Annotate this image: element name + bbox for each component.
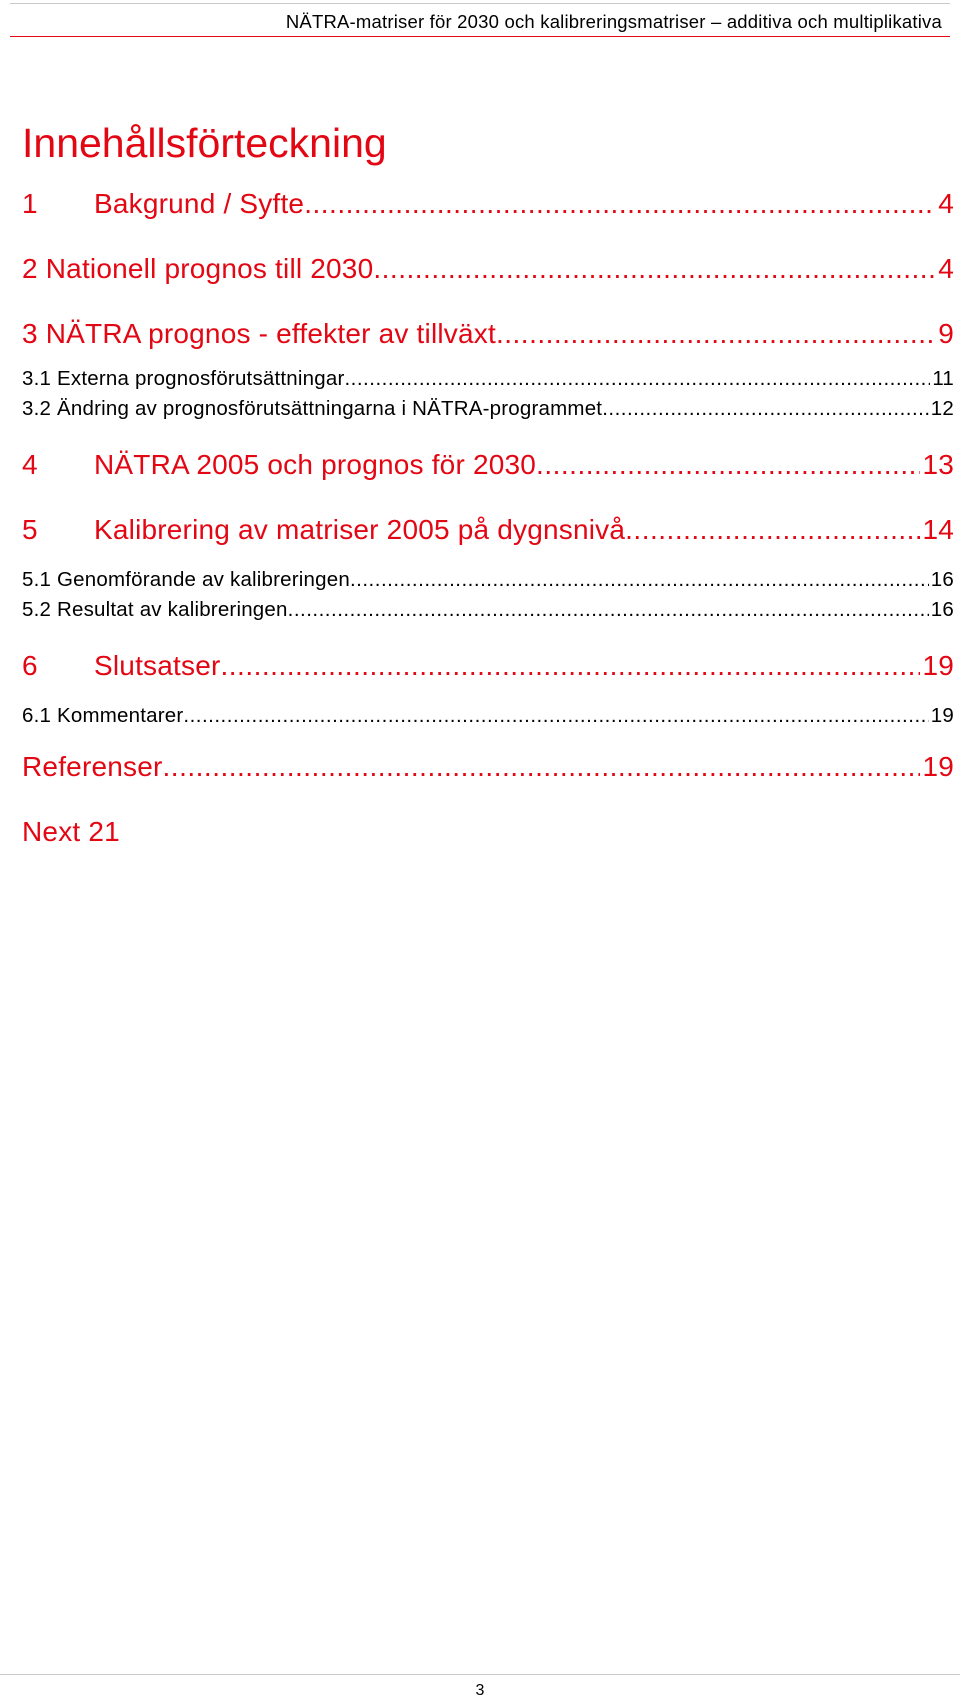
toc-heading: Innehållsförteckning (22, 120, 387, 166)
toc-entry-page: 19 (930, 704, 954, 727)
toc-entry-title: 3 NÄTRA prognos - effekter av tillväxt (22, 318, 496, 349)
toc-next-label: Next 21 (22, 816, 120, 847)
toc-entry-title: 2 Nationell prognos till 2030 (22, 253, 374, 284)
toc-entry-3-1[interactable] (22, 367, 954, 391)
toc-entry-page: 14 (922, 514, 954, 545)
toc-leader-dots (221, 650, 921, 682)
toc-entry-title: 5.1 Genomförande av kalibreringen (22, 568, 350, 591)
toc-leader-dots (183, 704, 928, 728)
toc-entry-page: 9 (938, 318, 954, 349)
toc-entry-page: 4 (938, 253, 954, 284)
toc-leader-dots (288, 598, 929, 622)
toc-leader-dots (536, 449, 920, 481)
toc-entry-3[interactable] (22, 318, 954, 350)
toc-next-link[interactable] (22, 816, 954, 848)
toc-leader-dots (344, 367, 930, 391)
toc-entry-number: 5 (22, 514, 38, 545)
toc-leader-dots (163, 751, 921, 783)
toc-entry-title: 6.1 Kommentarer (22, 704, 184, 727)
toc-entry-title: Referenser (22, 751, 163, 782)
toc-entry-page: 13 (922, 449, 954, 480)
toc-entry-page: 16 (930, 598, 954, 621)
toc-entry-page: 12 (930, 397, 954, 420)
toc-entry-5-1[interactable] (22, 568, 954, 592)
toc-entry-number: 6 (22, 650, 38, 681)
footer-rule (0, 1674, 960, 1675)
toc-entry-5-2[interactable] (22, 598, 954, 622)
toc-entry-page: 11 (932, 367, 954, 390)
toc-entry-title: 5.2 Resultat av kalibreringen (22, 598, 288, 621)
toc-entry-number: 4 (22, 449, 38, 480)
toc-entry-title: Bakgrund / Syfte (94, 188, 305, 219)
toc-leader-dots (373, 253, 936, 285)
toc-entry-5[interactable] (22, 514, 954, 546)
toc-entry-page: 16 (930, 568, 954, 591)
toc-leader-dots (625, 514, 920, 546)
toc-entry-title: NÄTRA 2005 och prognos för 2030 (94, 449, 537, 480)
toc-entry-page: 4 (938, 188, 954, 219)
header-rule (10, 36, 950, 37)
toc-entry-page: 19 (922, 650, 954, 681)
toc-entry-referenser[interactable] (22, 751, 954, 783)
running-header: NÄTRA-matriser för 2030 och kalibreringsmatriser – additiva och multiplikativa (285, 11, 942, 32)
toc-leader-dots (496, 318, 936, 350)
page-number: 3 (475, 1682, 485, 1699)
toc-entry-2[interactable] (22, 253, 954, 285)
toc-leader-dots (602, 397, 929, 421)
header-rule-top (10, 3, 950, 4)
toc-entry-title: 3.2 Ändring av prognosförutsättningarna i NÄTRA-programmet (22, 397, 603, 420)
toc-entry-6-1[interactable] (22, 704, 954, 728)
toc-entry-number: 1 (22, 188, 38, 219)
toc-entry-title: Slutsatser (94, 650, 221, 681)
toc-entry-title: Kalibrering av matriser 2005 på dygnsnivå (94, 514, 626, 545)
toc-leader-dots (304, 188, 936, 220)
toc-entry-4[interactable] (22, 449, 954, 481)
toc-entry-title: 3.1 Externa prognosförutsättningar (22, 367, 345, 390)
toc-entry-page: 19 (922, 751, 954, 782)
toc-entry-1[interactable] (22, 188, 954, 220)
toc-entry-3-2[interactable] (22, 397, 954, 421)
toc-leader-dots (350, 568, 929, 592)
toc-entry-6[interactable] (22, 650, 954, 682)
